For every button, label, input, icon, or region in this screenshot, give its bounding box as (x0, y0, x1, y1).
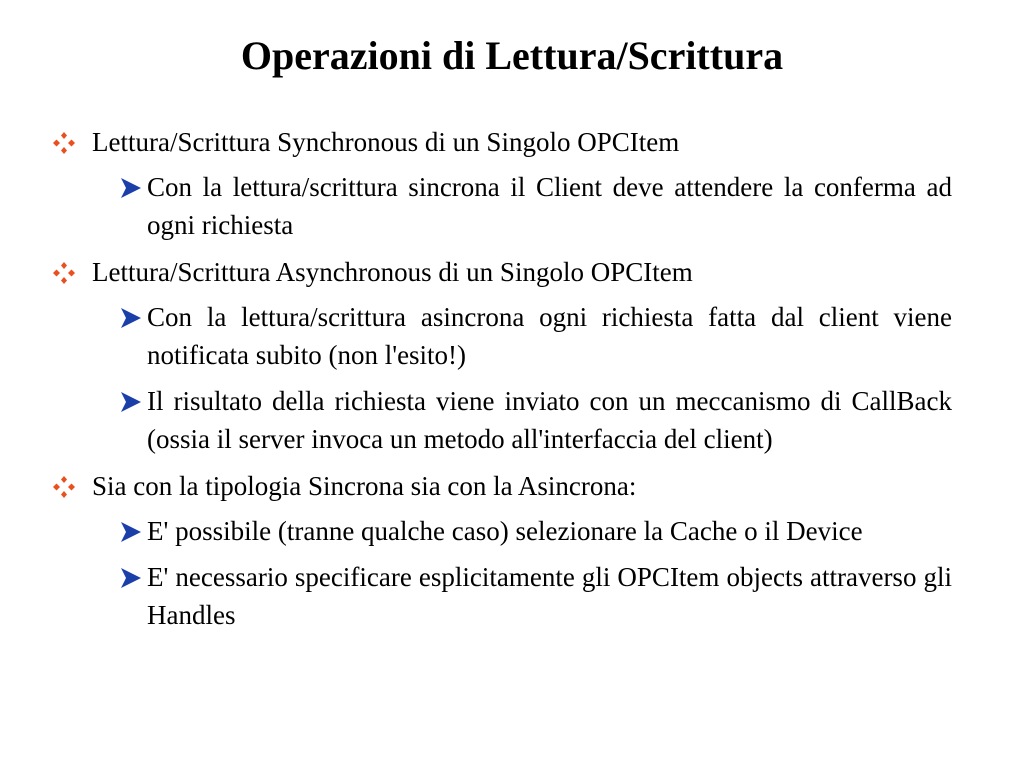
bullet-list (52, 122, 952, 642)
sub-bullet-text: E' necessario specificare esplicitamente gli OPCItem objects attraverso gli Handles (147, 562, 952, 630)
sub-bullet-text: Con la lettura/scrittura sincrona il Client deve attendere la conferma ad ogni richiesta (147, 172, 952, 240)
diamond-cluster-icon (52, 476, 76, 498)
sub-bullet-text: Con la lettura/scrittura asincrona ogni richiesta fatta dal client viene notificata subito (non l'esito!) (147, 302, 952, 370)
diamond-cluster-icon (52, 262, 76, 284)
bullet-item (52, 122, 952, 162)
arrow-right-icon (120, 391, 142, 413)
sub-bullet-item (120, 558, 952, 634)
bullet-text: Sia con la tipologia Sincrona sia con la Asincrona: (92, 471, 637, 501)
sub-bullet-text: Il risultato della richiesta viene inviato con un meccanismo di CallBack (ossia il server invoca un metodo all'interfaccia del client) (147, 386, 952, 454)
sub-bullet-text: E' possibile (tranne qualche caso) selezionare la Cache o il Device (147, 516, 863, 546)
arrow-right-icon (120, 521, 142, 543)
arrow-right-icon (120, 307, 142, 329)
diamond-cluster-icon (52, 132, 76, 154)
slide-title: Operazioni di Lettura/Scrittura (240, 33, 784, 78)
sub-bullet-item (120, 512, 952, 550)
bullet-text: Lettura/Scrittura Asynchronous di un Singolo OPCItem (92, 257, 693, 287)
bullet-item (52, 252, 952, 292)
sub-bullet-item (120, 298, 952, 374)
arrow-right-icon (120, 177, 142, 199)
sub-bullet-item (120, 382, 952, 458)
sub-bullet-item (120, 168, 952, 244)
bullet-item (52, 466, 952, 506)
bullet-text: Lettura/Scrittura Synchronous di un Singolo OPCItem (92, 127, 680, 157)
arrow-right-icon (120, 567, 142, 589)
